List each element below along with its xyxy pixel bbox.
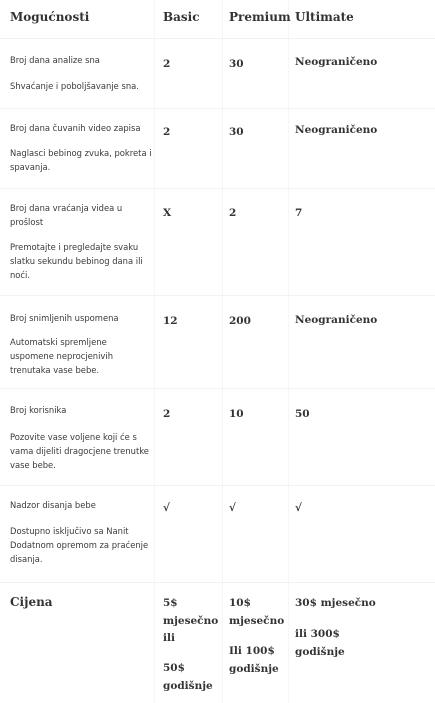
column-divider	[288, 0, 289, 703]
ultimate-yearly-price: ili 300$ godišnje	[295, 628, 345, 658]
ultimate-value: Neograničeno	[295, 124, 378, 136]
basic-value: 2	[163, 408, 171, 420]
column-divider	[154, 0, 155, 703]
feature-name: Broj dana vraćanja videa u prošlost	[10, 203, 123, 227]
feature-description: Automatski spremljene uspomene neprocjenivih trenutaka vase bebe.	[10, 337, 114, 375]
premium-yearly-price: Ili 100$ godišnje	[229, 645, 279, 675]
feature-description: Dostupno isključivo sa Nanit Dodatnom opremom za praćenje disanja.	[10, 526, 149, 564]
feature-name: Broj dana čuvanih video zapisa	[10, 123, 141, 133]
row-divider	[0, 485, 435, 486]
ultimate-value: Neograničeno	[295, 56, 378, 68]
header-premium: Premium	[229, 10, 291, 24]
premium-value: 30	[229, 126, 244, 138]
price-label: Cijena	[10, 595, 53, 609]
basic-monthly-price: 5$ mjesečno ili	[163, 597, 219, 644]
ultimate-value: Neograničeno	[295, 314, 378, 326]
premium-monthly-price: 10$ mjesečno	[229, 597, 285, 627]
column-divider	[222, 0, 223, 703]
row-divider	[0, 295, 435, 296]
basic-value: 2	[163, 126, 171, 138]
ultimate-checkmark: √	[295, 502, 302, 514]
basic-value: X	[163, 207, 172, 219]
feature-name: Broj dana analize sna	[10, 55, 100, 65]
basic-checkmark: √	[163, 502, 170, 514]
feature-description: Pozovite vase voljene koji će s vama dijeliti dragocjene trenutke vase bebe.	[10, 432, 149, 470]
row-divider	[0, 388, 435, 389]
feature-name: Broj snimljenih uspomena	[10, 313, 119, 323]
basic-value: 12	[163, 315, 178, 327]
feature-name: Nadzor disanja bebe	[10, 500, 96, 510]
premium-value: 30	[229, 58, 244, 70]
premium-value: 2	[229, 207, 237, 219]
row-divider	[0, 38, 435, 39]
row-divider	[0, 582, 435, 583]
row-divider	[0, 108, 435, 109]
row-divider	[0, 188, 435, 189]
ultimate-value: 7	[295, 207, 303, 219]
premium-checkmark: √	[229, 502, 236, 514]
feature-description: Premotajte i pregledajte svaku slatku sekundu bebinog dana ili noći.	[10, 242, 143, 280]
feature-description: Shvaćanje i poboljšavanje sna.	[10, 81, 139, 91]
header-basic: Basic	[163, 10, 200, 24]
premium-value: 200	[229, 315, 251, 327]
feature-name: Broj korisnika	[10, 405, 67, 415]
basic-value: 2	[163, 58, 171, 70]
ultimate-monthly-price: 30$ mjesečno	[295, 597, 376, 609]
header-features: Mogućnosti	[10, 10, 90, 24]
header-ultimate: Ultimate	[295, 10, 354, 24]
feature-description: Naglasci bebinog zvuka, pokreta i spavanja.	[10, 148, 152, 172]
premium-value: 10	[229, 408, 244, 420]
basic-yearly-price: 50$ godišnje	[163, 662, 213, 692]
ultimate-value: 50	[295, 408, 310, 420]
